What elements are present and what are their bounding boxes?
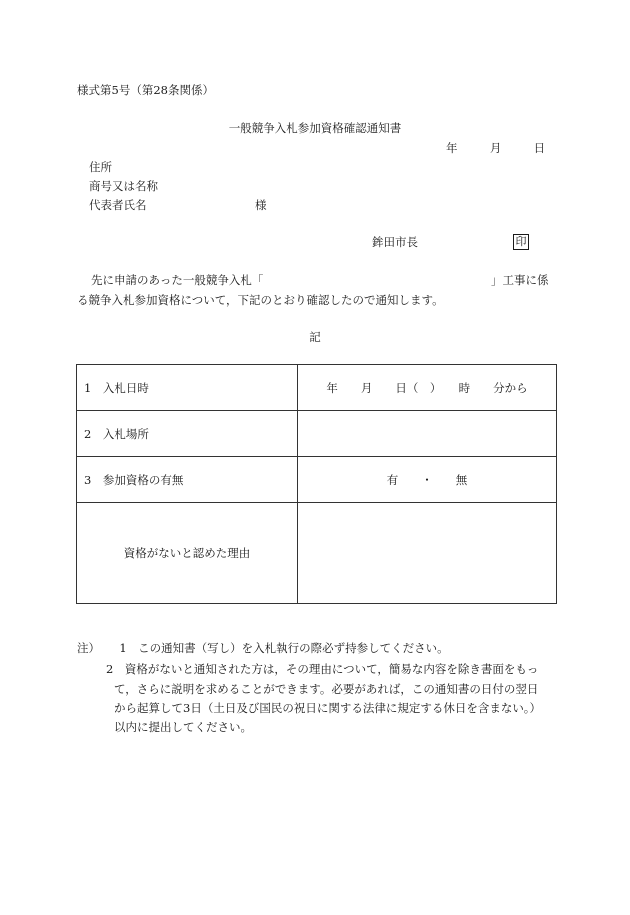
row-value-bid-place <box>298 411 557 457</box>
document-title: 一般競争入札参加資格確認通知書 <box>228 121 402 135</box>
date-month: 月 <box>489 141 502 155</box>
seal-mark: 印 <box>513 234 529 250</box>
body-line-1: 先に申請のあった一般競争入札「 <box>91 273 264 287</box>
row-value-eligibility: 有 ・ 無 <box>298 457 557 503</box>
note-2-line-3: から起算して3日（土日及び国民の祝日に関する法律に規定する休日を含まない。） <box>114 701 542 715</box>
info-table <box>76 364 557 604</box>
honorific: 様 <box>255 198 267 212</box>
note-prefix: 注） <box>77 641 100 655</box>
date-year: 年 <box>446 141 458 155</box>
row-label-bid-place: 2 入札場所 <box>77 411 298 457</box>
body-line-1-end: 」工事に係 <box>491 273 549 287</box>
note-1 <box>77 643 449 655</box>
note-2-line-4: 以内に提出してください。 <box>114 720 252 734</box>
body-line-2: る競争入札参加資格について，下記のとおり確認したので通知します。 <box>77 293 444 307</box>
ki-heading: 記 <box>309 330 321 344</box>
row-label-reason: 資格がないと認めた理由 <box>77 503 298 604</box>
row-value-reason <box>298 503 557 604</box>
date-day: 日 <box>533 141 546 155</box>
table-row <box>77 411 557 457</box>
note-2-line-1: 2 資格がないと通知された方は，その理由について，簡易な内容を除き書面をもっ <box>106 662 539 676</box>
row-label-eligibility: 3 参加資格の有無 <box>77 457 298 503</box>
table-row <box>77 457 557 503</box>
table-row <box>77 365 557 411</box>
issuer-title: 鉾田市長 <box>372 235 418 249</box>
form-number: 様式第5号（第28条関係） <box>77 83 214 97</box>
representative-label: 代表者氏名 <box>89 198 147 212</box>
row-label-bid-datetime: 1 入札日時 <box>77 365 298 411</box>
row-value-bid-datetime: 年 月 日（ ） 時 分から <box>298 365 557 411</box>
note-item-1: 1 この通知書（写し）を入札執行の際必ず持参してください。 <box>119 641 449 655</box>
company-name-label: 商号又は名称 <box>89 179 158 193</box>
date-line <box>446 143 545 155</box>
note-2-line-2: て，さらに説明を求めることができます。必要があれば，この通知書の日付の翌日 <box>114 682 539 696</box>
table-row <box>77 503 557 604</box>
address-label: 住所 <box>89 160 112 174</box>
